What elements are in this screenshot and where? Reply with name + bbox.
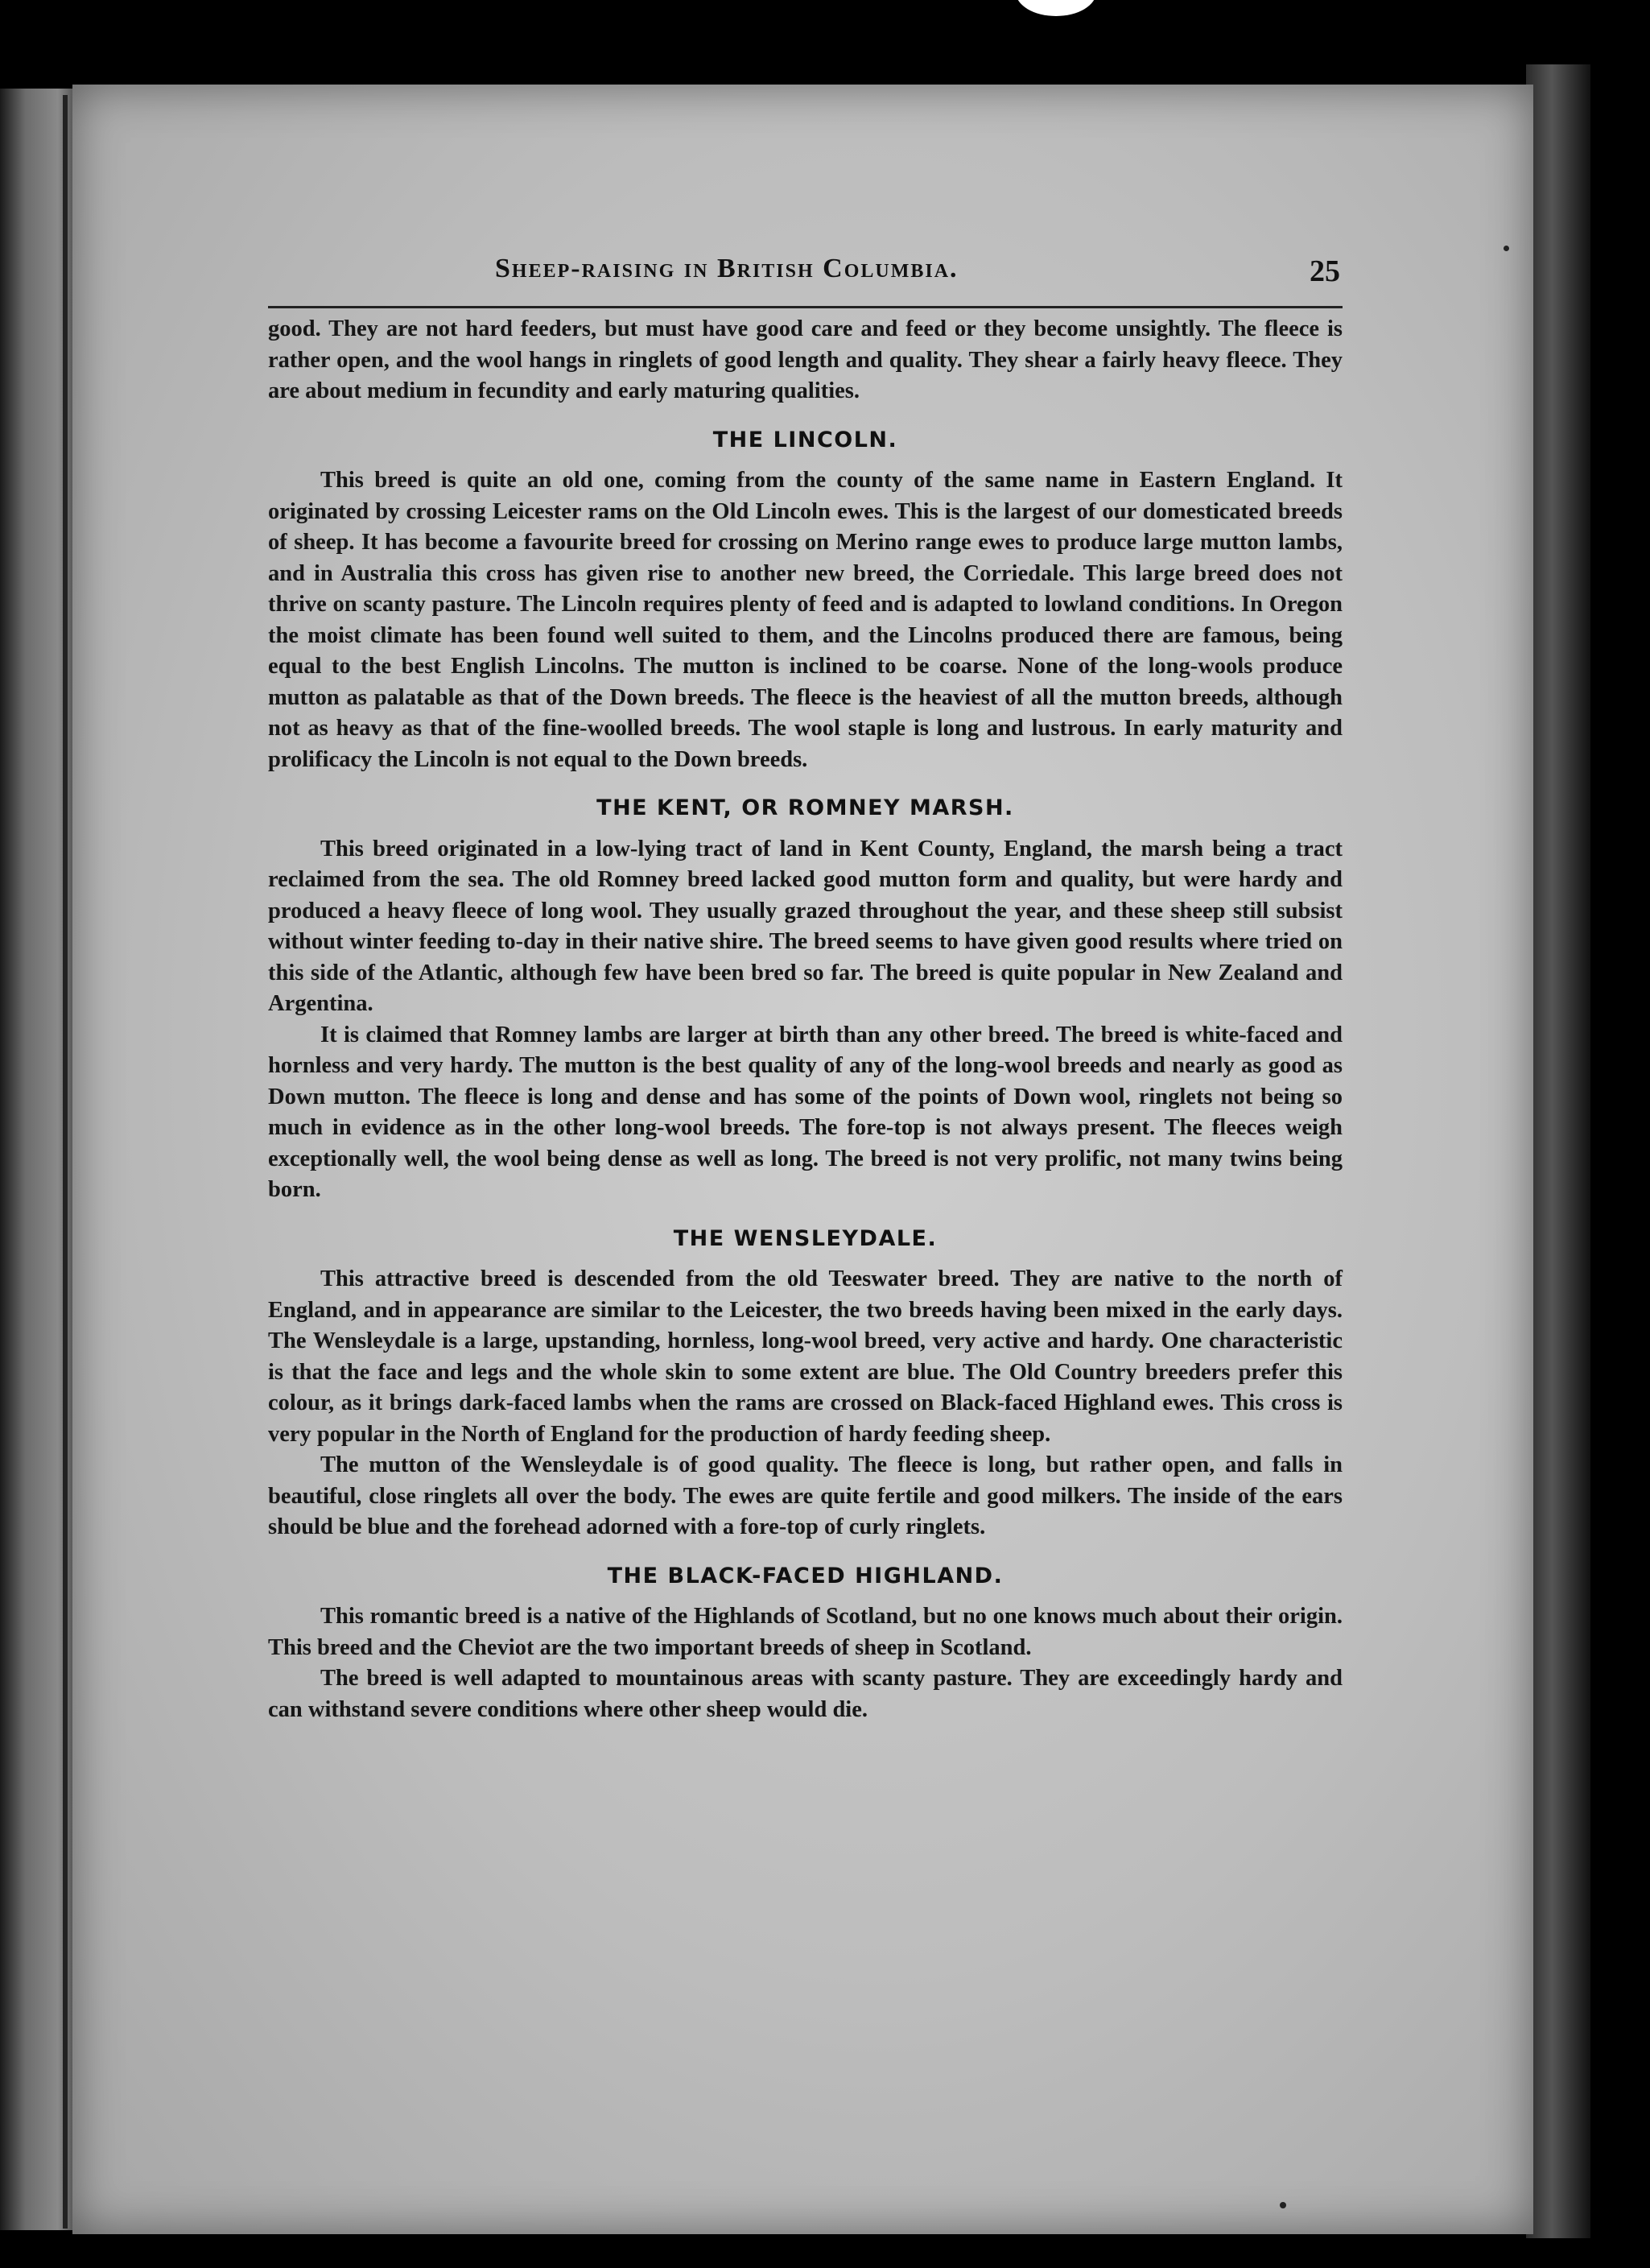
running-header [197,254,1340,302]
facing-page-edge [0,89,72,2230]
paragraph: The breed is well adapted to mountainous areas with scanty pasture. They are exceedingly hardy and can withstand severe conditions where other sheep would die. [268,1666,1343,1722]
ink-speck [1280,2202,1286,2208]
section-heading-wensleydale: THE WENSLEYDALE. [673,1225,938,1251]
paragraph: It is claimed that Romney lambs are larger at birth than any other breed. The breed is white-faced and hornless and very hardy. The mutton is the best quality of any of the long-wool breeds and nearly as good as Down mutton. The fleece is long and dense and has some of the points of Down wool, ringlets not being so much in evidence as in the other long-wool breeds. The fore-top is not always present. The fleeces weigh exceptionally well, the wool being dense as well as long. The breed is not very prolific, not many twins being born. [268,1022,1343,1202]
paragraph: This breed is quite an old one, coming from the county of the same name in Eastern England. It originated by crossing Leicester rams on the Old Lincoln ewes. This is the largest of our domesticated breeds of sheep. It has become a favourite breed for crossing on Merino range ewes to produce large mutton lambs, and in Australia this cross has given rise to another new breed, the Corriedale. This large breed does not thrive on scanty pasture. The Lincoln requires plenty of feed and is adapted to lowland conditions. In Oregon the moist climate has been found well suited to them, and the Lincolns produced there are famous, being equal to the best English Lincolns. The mutton is inclined to be coarse. None of the long-wools produce mutton as palatable as that of the Down breeds. The fleece is the heaviest of all the mutton breeds, although not as heavy as that of the fine-woolled breeds. The wool staple is long and lustrous. In early maturity and prolificacy the Lincoln is not equal to the Down breeds. [268,468,1343,772]
scan-artifact [1016,0,1096,16]
section-heading-kent: THE KENT, OR ROMNEY MARSH. [596,795,1014,820]
paragraph: This attractive breed is descended from the old Teeswater breed. They are native to the north of England, and in appearance are similar to the Leicester, the two breeds having been mixed in the early days. The Wensleydale is a large, upstanding, hornless, long-wool breed, very active and hardy. One characteristic is that the face and legs and the whole skin to some extent are blue. The Old Country breeders prefer this colour, as it brings dark-faced lambs when the rams are crossed on Black-faced Highland ewes. This cross is very popular in the North of England for the production of hardy feeding sheep. [268,1266,1343,1447]
continued-paragraph: good. They are not hard feeders, but must have good care and feed or they become unsightly. The fleece is rather open, and the wool hangs in ringlets of good length and quality. They shear a fairly heavy fleece. They are about medium in fecundity and early maturing qualities. [268,316,1343,403]
page-number: 25 [1310,254,1340,288]
binding-gutter [63,95,68,2229]
section-heading-black-faced-highland: THE BLACK-FACED HIGHLAND. [607,1563,1004,1588]
section-heading-lincoln: THE LINCOLN. [712,427,898,452]
header-rule [268,306,1343,308]
running-title: Sheep-raising in British Columbia. [495,254,959,283]
paragraph: This romantic breed is a native of the Highlands of Scotland, but no one knows much about their origin. This breed and the Cheviot are the two important breeds of sheep in Scotland. [268,1604,1343,1660]
page-edge-shadow [1526,64,1590,2238]
paragraph: The mutton of the Wensleydale is of good quality. The fleece is long, but rather open, and falls in beautiful, close ringlets all over the body. The ewes are quite fertile and good milkers. The inside of the ears should be blue and the forehead adorned with a fore-top of curly ringlets. [268,1452,1343,1539]
page-body [268,314,1343,1725]
ink-speck [1504,246,1509,251]
paragraph: This breed originated in a low-lying tract of land in Kent County, England, the marsh being a tract reclaimed from the sea. The old Romney breed lacked good mutton form and quality, but were hardy and produced a heavy fleece of long wool. They usually grazed throughout the year, and these sheep still subsist without winter feeding to-day in their native shire. The breed seems to have given good results where tried on this side of the Atlantic, although few have been bred so far. The breed is quite popular in New Zealand and Argentina. [268,836,1343,1016]
